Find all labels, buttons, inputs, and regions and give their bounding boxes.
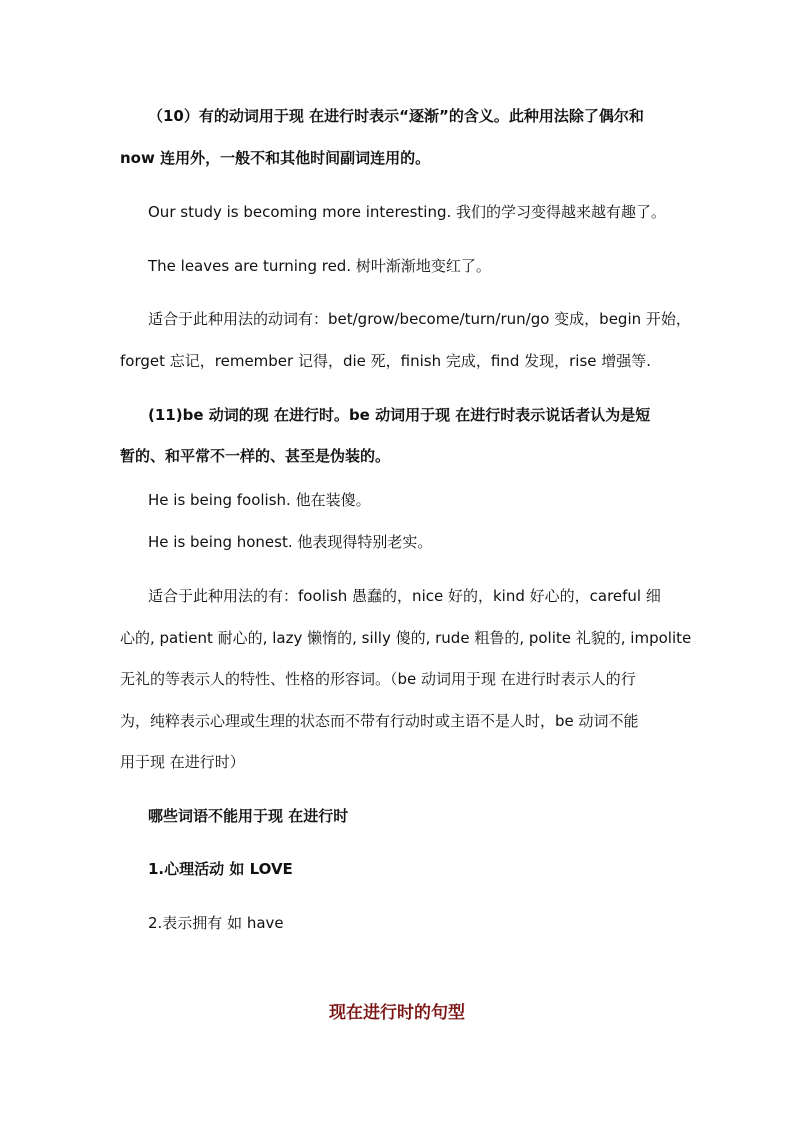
- paragraph-11-line-2: 暂的、和平常不一样的、甚至是伪装的。: [120, 447, 391, 465]
- suitable-words-line-4: 为，纯粹表示心理或生理的状态而不带有行动时或主语不是人时，be 动词不能: [120, 712, 639, 730]
- example-sentence-4: He is being honest. 他表现得特别老实。: [148, 533, 433, 551]
- section-title: 现在进行时的句型: [329, 1003, 465, 1023]
- suitable-words-line-1: 适合于此种用法的有：foolish 愚蠢的，nice 好的，kind 好心的，careful 细: [148, 587, 661, 605]
- paragraph-10-line-1: （10）有的动词用于现 在进行时表示“逐渐”的含义。此种用法除了偶尔和: [148, 107, 644, 125]
- suitable-verbs-line-2: forget 忘记，remember 记得，die 死，finish 完成，find 发现，rise 增强等.: [120, 352, 652, 370]
- suitable-words-line-2: 心的, patient 耐心的, lazy 懒惰的, silly 傻的, rude 粗鲁的, polite 礼貌的, impolite: [120, 629, 692, 647]
- example-sentence-3: He is being foolish. 他在装傻。: [148, 491, 371, 509]
- paragraph-10-line-2: now 连用外，一般不和其他时间副词连用的。: [120, 149, 431, 167]
- example-sentence-2: The leaves are turning red. 树叶渐渐地变红了。: [148, 257, 491, 275]
- example-sentence-1: Our study is becoming more interesting. 我们的学习变得越来越有趣了。: [148, 203, 667, 221]
- which-words-heading: 哪些词语不能用于现 在进行时: [148, 807, 349, 825]
- paragraph-11-line-1: (11)be 动词的现 在进行时。be 动词用于现 在进行时表示说话者认为是短: [148, 406, 651, 424]
- list-item-2: 2.表示拥有 如 have: [148, 914, 284, 932]
- list-item-1: 1.心理活动 如 LOVE: [148, 860, 293, 878]
- suitable-words-line-5: 用于现 在进行时）: [120, 753, 245, 771]
- suitable-verbs-line-1: 适合于此种用法的动词有：bet/grow/become/turn/run/go 变成，begin 开始，: [148, 310, 691, 328]
- suitable-words-line-3: 无礼的等表示人的特性、性格的形容词。（be 动词用于现 在进行时表示人的行: [120, 670, 636, 688]
